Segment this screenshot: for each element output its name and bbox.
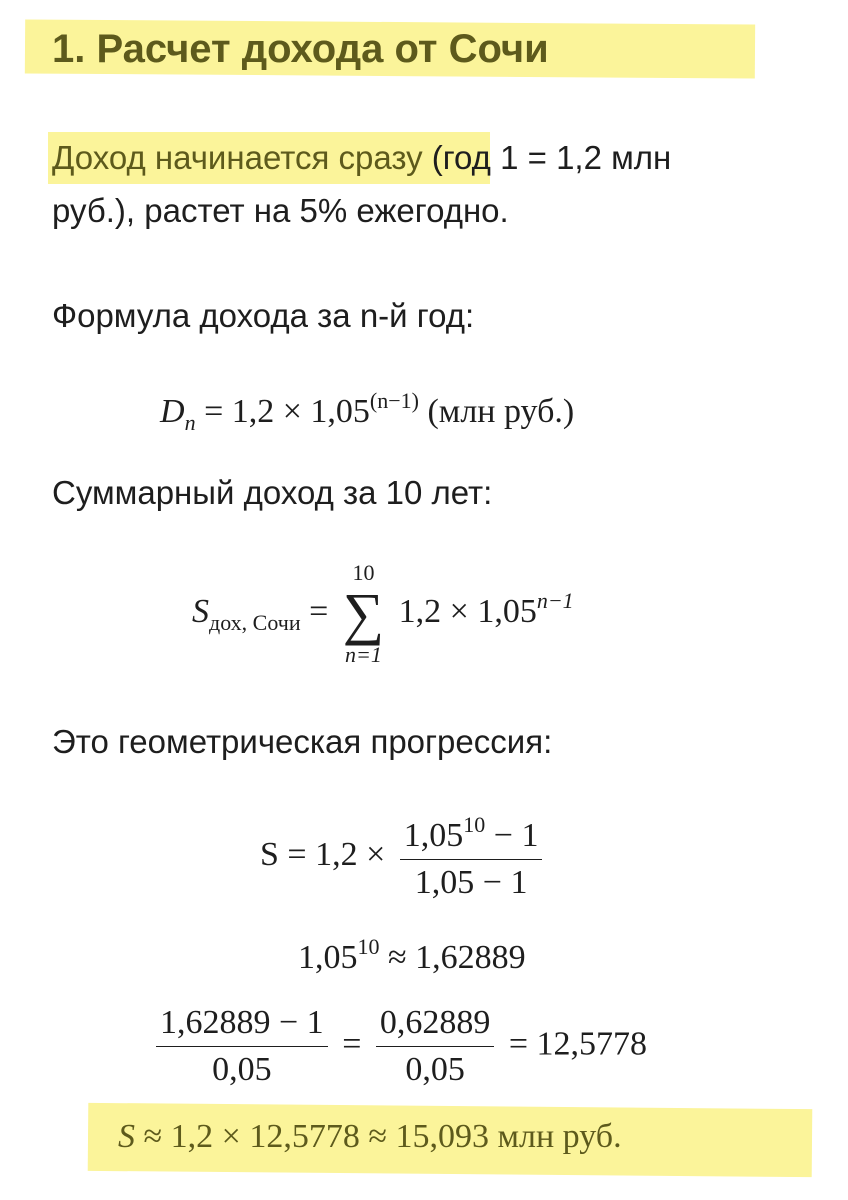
intro-highlighted-text: Доход начинается сразу (52, 139, 423, 176)
sum-formula (192, 560, 574, 668)
formula-label: Формула дохода за n-й год: (52, 297, 475, 334)
sum-sub: дох, Сочи (209, 609, 301, 635)
dn-exp: (n−1) (369, 388, 419, 413)
dn-sub: n (184, 410, 196, 435)
sum-lhs: S (192, 592, 209, 630)
div-num-2: 0,62889 (376, 1004, 495, 1047)
dn-unit: (млн руб.) (427, 393, 575, 430)
dn-lhs: D (160, 393, 185, 430)
formula-dn (160, 388, 574, 436)
division-fraction-2 (376, 1004, 495, 1089)
intro-line-2: руб.), растет на 5% ежегодно. (52, 192, 509, 229)
geom-formula (260, 812, 548, 902)
sum-eq: = (309, 592, 329, 630)
div-den-1: 0,05 (212, 1051, 272, 1088)
power-base: 1,05 (298, 939, 358, 976)
div-eq: = (342, 1025, 362, 1063)
sum-label: Суммарный доход за 10 лет: (52, 474, 493, 511)
sigma-icon: ∑ (342, 581, 385, 646)
sum-exp: n−1 (536, 587, 574, 613)
geom-den: 1,05 − 1 (414, 864, 528, 901)
division-line (150, 1004, 647, 1089)
div-result: = 12,5778 (508, 1025, 648, 1063)
geom-num-rest: − 1 (485, 817, 539, 854)
sigma-symbol (343, 560, 384, 668)
page-title: 1. Расчет дохода от Сочи (52, 27, 549, 71)
geom-label: Это геометрическая прогрессия: (52, 723, 553, 760)
sigma-lower: n=1 (345, 642, 382, 667)
dn-eq: = 1,2 × 1,05 (204, 393, 370, 430)
result-line (118, 1118, 622, 1156)
sigma-upper: 10 (352, 560, 375, 585)
geom-lhs: S = 1,2 × (260, 835, 386, 873)
result-s: S (118, 1118, 135, 1155)
division-fraction-1 (156, 1004, 328, 1089)
power-exp: 10 (357, 934, 380, 959)
intro-rest: (год 1 = 1,2 млн (431, 139, 672, 176)
power-line (298, 934, 526, 977)
geom-fraction (400, 812, 543, 902)
geom-num: 1,05 (403, 817, 464, 854)
div-den-2: 0,05 (405, 1051, 465, 1088)
sum-term: 1,2 × 1,05 (398, 592, 537, 630)
geom-num-exp: 10 (463, 812, 486, 837)
power-result: ≈ 1,62889 (388, 939, 526, 976)
result-text: ≈ 1,2 × 12,5778 ≈ 15,093 млн руб. (143, 1118, 622, 1155)
div-num-1: 1,62889 − 1 (156, 1004, 328, 1047)
intro-line-1 (52, 132, 671, 184)
